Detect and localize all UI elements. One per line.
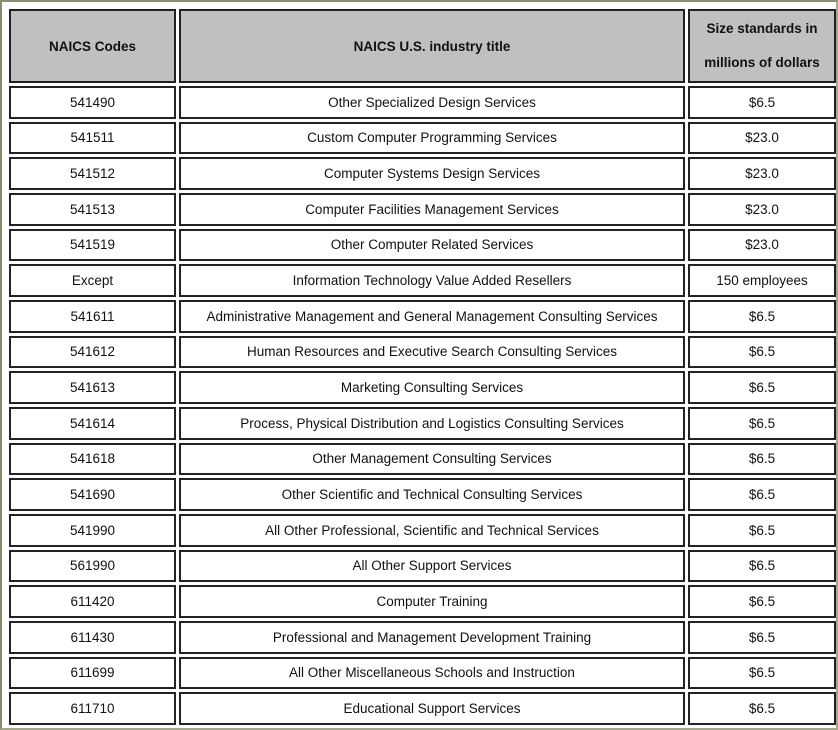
size-standard-cell: $6.5 xyxy=(688,550,836,583)
table-row xyxy=(9,692,836,725)
naics-size-standards-table xyxy=(6,6,838,728)
naics-code-cell: Except xyxy=(9,264,176,297)
size-standard-cell: $6.5 xyxy=(688,443,836,476)
naics-code-cell: 541690 xyxy=(9,478,176,511)
industry-title-cell: Information Technology Value Added Resellers xyxy=(179,264,685,297)
naics-code-cell: 541512 xyxy=(9,157,176,190)
size-standard-cell: $6.5 xyxy=(688,621,836,654)
table-row xyxy=(9,621,836,654)
industry-title-cell: Administrative Management and General Management Consulting Services xyxy=(179,300,685,333)
industry-title-cell: All Other Support Services xyxy=(179,550,685,583)
table-row xyxy=(9,300,836,333)
naics-code-cell: 541612 xyxy=(9,336,176,369)
size-standard-cell: $6.5 xyxy=(688,300,836,333)
naics-code-cell: 611430 xyxy=(9,621,176,654)
industry-title-cell: Computer Training xyxy=(179,585,685,618)
industry-title-cell: Educational Support Services xyxy=(179,692,685,725)
naics-code-cell: 541611 xyxy=(9,300,176,333)
table-row xyxy=(9,157,836,190)
size-standard-cell: $23.0 xyxy=(688,122,836,155)
table-row xyxy=(9,585,836,618)
size-standard-cell: $6.5 xyxy=(688,657,836,690)
naics-code-cell: 541519 xyxy=(9,229,176,262)
naics-code-cell: 611710 xyxy=(9,692,176,725)
size-standard-cell: $6.5 xyxy=(688,692,836,725)
size-standard-cell: $6.5 xyxy=(688,336,836,369)
naics-code-cell: 611699 xyxy=(9,657,176,690)
industry-title-cell: Process, Physical Distribution and Logistics Consulting Services xyxy=(179,407,685,440)
header-row xyxy=(9,9,836,83)
industry-title-cell: Other Scientific and Technical Consulting Services xyxy=(179,478,685,511)
table-row xyxy=(9,229,836,262)
size-standard-cell: $6.5 xyxy=(688,371,836,404)
size-standard-cell: $6.5 xyxy=(688,514,836,547)
size-standard-cell: $23.0 xyxy=(688,229,836,262)
header-size-line2: millions of dollars xyxy=(704,55,820,70)
table-row xyxy=(9,122,836,155)
industry-title-cell: Other Management Consulting Services xyxy=(179,443,685,476)
header-naics-codes: NAICS Codes xyxy=(9,9,176,83)
industry-title-cell: All Other Miscellaneous Schools and Instruction xyxy=(179,657,685,690)
size-standard-cell: $6.5 xyxy=(688,407,836,440)
naics-code-cell: 541513 xyxy=(9,193,176,226)
size-standard-cell: $6.5 xyxy=(688,86,836,119)
table-row xyxy=(9,86,836,119)
industry-title-cell: Marketing Consulting Services xyxy=(179,371,685,404)
naics-code-cell: 541511 xyxy=(9,122,176,155)
naics-code-cell: 541490 xyxy=(9,86,176,119)
table-row xyxy=(9,336,836,369)
table-row xyxy=(9,371,836,404)
industry-title-cell: Other Specialized Design Services xyxy=(179,86,685,119)
naics-code-cell: 541614 xyxy=(9,407,176,440)
size-standard-cell: $23.0 xyxy=(688,193,836,226)
table-row xyxy=(9,514,836,547)
size-standard-cell: 150 employees xyxy=(688,264,836,297)
industry-title-cell: Human Resources and Executive Search Consulting Services xyxy=(179,336,685,369)
naics-code-cell: 541990 xyxy=(9,514,176,547)
table-row xyxy=(9,550,836,583)
table-row xyxy=(9,657,836,690)
table-row xyxy=(9,478,836,511)
industry-title-cell: Professional and Management Development Training xyxy=(179,621,685,654)
naics-code-cell: 561990 xyxy=(9,550,176,583)
industry-title-cell: All Other Professional, Scientific and Technical Services xyxy=(179,514,685,547)
industry-title-cell: Custom Computer Programming Services xyxy=(179,122,685,155)
header-industry-title: NAICS U.S. industry title xyxy=(179,9,685,83)
size-standard-cell: $23.0 xyxy=(688,157,836,190)
industry-title-cell: Other Computer Related Services xyxy=(179,229,685,262)
naics-code-cell: 541618 xyxy=(9,443,176,476)
industry-title-cell: Computer Facilities Management Services xyxy=(179,193,685,226)
industry-title-cell: Computer Systems Design Services xyxy=(179,157,685,190)
header-size-standards xyxy=(688,9,836,83)
table-row xyxy=(9,407,836,440)
header-size-line1: Size standards in xyxy=(706,21,818,36)
naics-code-cell: 541613 xyxy=(9,371,176,404)
table-row xyxy=(9,264,836,297)
table-row xyxy=(9,193,836,226)
table-row xyxy=(9,443,836,476)
size-standard-cell: $6.5 xyxy=(688,478,836,511)
naics-code-cell: 611420 xyxy=(9,585,176,618)
size-standard-cell: $6.5 xyxy=(688,585,836,618)
